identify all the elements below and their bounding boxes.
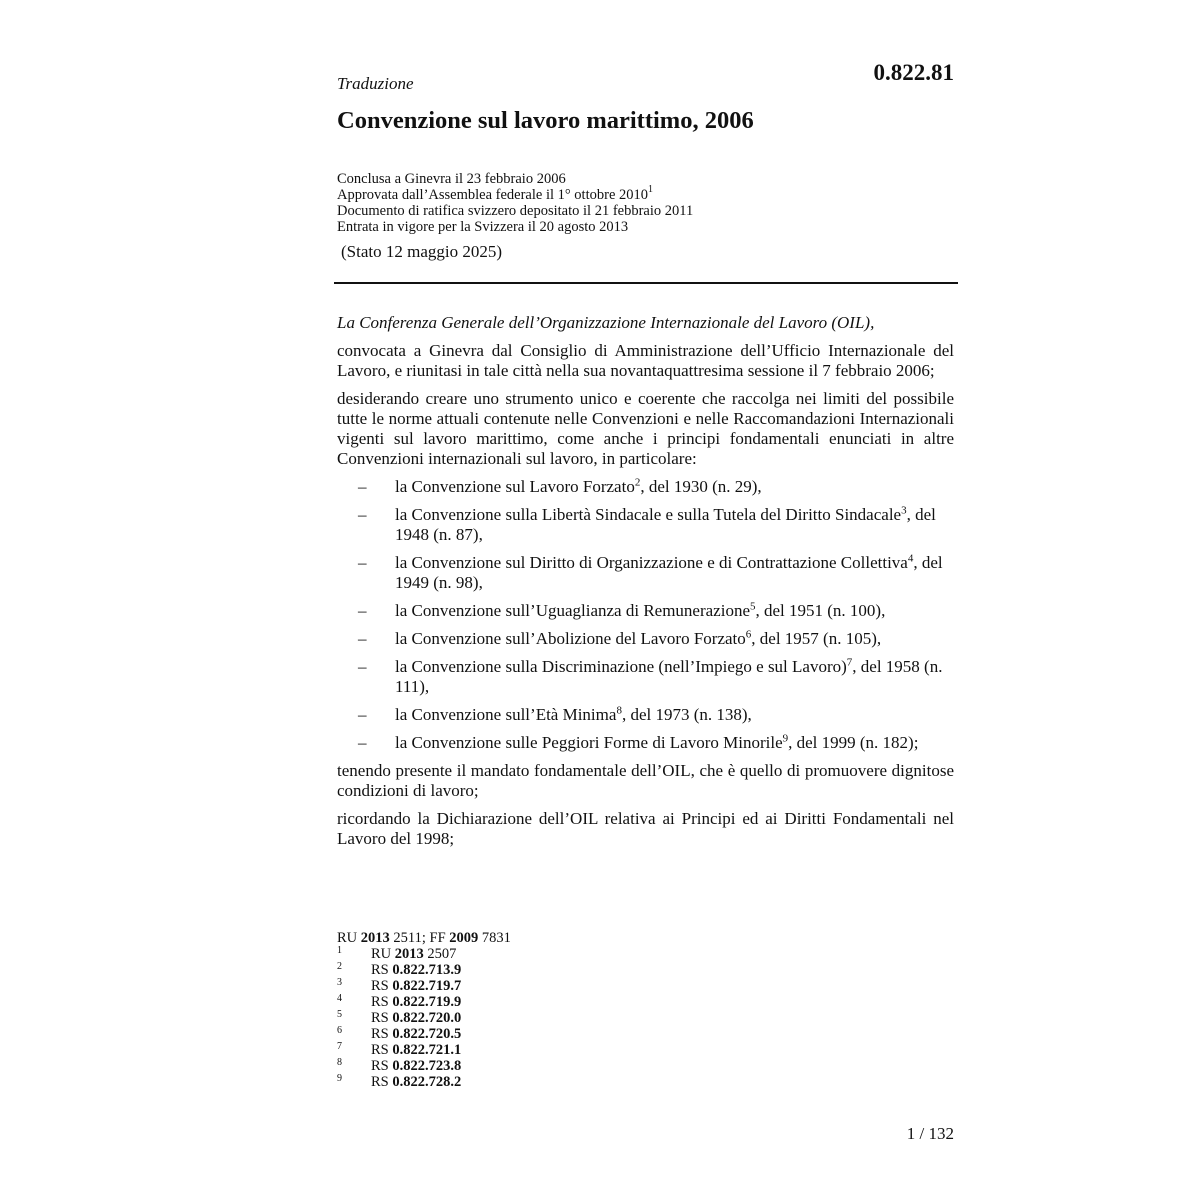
- list-item: [337, 601, 954, 621]
- footnote-ref[interactable]: 4: [907, 552, 914, 565]
- convention-text: la Convenzione sulla Discriminazione (nell’Impiego e sul Lavoro): [395, 657, 847, 676]
- footnote-prefix: RS: [371, 1010, 389, 1026]
- preamble: [337, 313, 954, 857]
- ru-label: RU: [337, 930, 358, 946]
- footnote-prefix: RU: [371, 946, 392, 962]
- footnote-ref[interactable]: 1: [648, 184, 653, 196]
- footnote-ref[interactable]: 6: [745, 628, 752, 641]
- footnote-prefix: RS: [371, 1074, 389, 1090]
- meta-approved-text: Approvata dall’Assemblea federale il 1° ottobre 2010: [337, 187, 648, 203]
- meta-concluded: Conclusa a Ginevra il 23 febbraio 2006: [337, 171, 566, 187]
- convention-date: , del 1973 (n. 138),: [621, 705, 752, 724]
- meta-approved: [337, 184, 693, 203]
- footnote-item: [337, 946, 511, 962]
- dash-bullet: –: [358, 733, 367, 752]
- convention-date: , del 1949 (n. 98),: [395, 553, 943, 592]
- meta-ratification: Documento di ratifica svizzero depositato il 21 febbraio 2011: [337, 203, 694, 219]
- status-date: (Stato 12 maggio 2025): [341, 242, 503, 261]
- footnote-number: 7: [337, 1041, 342, 1052]
- header-divider: [334, 282, 958, 284]
- footnote-number: 8: [337, 1057, 342, 1068]
- ff-year: 2009: [449, 930, 479, 946]
- preamble-paragraph: desiderando creare uno strumento unico e coerente che raccolga nei limiti del possibile tutte le norme attuali contenute nelle Convenzioni e nelle Raccomandazioni Internazionali vigenti sul lavoro marittimo, come anche i principi fondamentali enunciati in altre Convenzioni internazionali sul lavoro, in particolare:: [337, 389, 954, 468]
- list-item: [337, 629, 954, 649]
- footnote-prefix: RS: [371, 1058, 389, 1074]
- convention-date: , del 1958 (n. 111),: [395, 657, 943, 696]
- footnote-number: 2: [337, 961, 342, 972]
- footnote-item: [337, 1010, 511, 1026]
- convention-date: , del 1951 (n. 100),: [755, 601, 886, 620]
- preamble-organization: La Conferenza Generale dell’Organizzazione Internazionale del Lavoro (OIL),: [337, 313, 875, 332]
- dash-bullet: –: [358, 505, 367, 524]
- list-item: [337, 505, 954, 545]
- convention-text: la Convenzione sul Diritto di Organizzazione e di Contrattazione Collettiva: [395, 553, 908, 572]
- convention-text: la Convenzione sull’Età Minima: [395, 705, 617, 724]
- footnote-link[interactable]: 0.822.719.7: [392, 978, 462, 994]
- convention-date: , del 1948 (n. 87),: [395, 505, 936, 544]
- preamble-paragraph: ricordando la Dichiarazione dell’OIL relativa ai Principi ed ai Diritti Fondamentali nel Lavoro del 1998;: [337, 809, 954, 848]
- convention-date: , del 1957 (n. 105),: [751, 629, 882, 648]
- dash-bullet: –: [358, 477, 367, 496]
- footnote-item: [337, 1058, 511, 1074]
- footnote-number: 3: [337, 977, 342, 988]
- ff-label: FF: [429, 930, 446, 946]
- footnote-rest: 2507: [427, 946, 457, 962]
- footnote-link[interactable]: 0.822.728.2: [392, 1074, 462, 1090]
- footnote-link[interactable]: 0.822.719.9: [392, 994, 462, 1010]
- dash-bullet: –: [358, 657, 367, 676]
- list-item: [337, 657, 954, 697]
- footnote-number: 6: [337, 1025, 342, 1036]
- footnote-number: 5: [337, 1009, 342, 1020]
- document-metadata: [337, 171, 693, 235]
- footnote-link[interactable]: 0.822.713.9: [392, 962, 462, 978]
- footnote-item: [337, 1026, 511, 1042]
- dash-bullet: –: [358, 629, 367, 648]
- footnote-prefix: RS: [371, 978, 389, 994]
- footnote-link[interactable]: 0.822.720.0: [392, 1010, 462, 1026]
- footnote-ref[interactable]: 5: [750, 600, 756, 613]
- footnote-link[interactable]: 2013: [394, 946, 424, 962]
- list-item: [337, 553, 954, 593]
- footnote-ref[interactable]: 2: [634, 476, 641, 489]
- footnote-ref[interactable]: 8: [616, 704, 622, 717]
- source-reference: [337, 930, 511, 946]
- convention-text: la Convenzione sulle Peggiori Forme di Lavoro Minorile: [395, 733, 783, 752]
- convention-text: la Convenzione sulla Libertà Sindacale e sulla Tutela del Diritto Sindacale: [395, 505, 902, 524]
- footnote-number: 9: [337, 1073, 342, 1084]
- convention-text: la Convenzione sull’Abolizione del Lavoro Forzato: [395, 629, 746, 648]
- convention-text: la Convenzione sul Lavoro Forzato: [395, 477, 635, 496]
- dash-bullet: –: [358, 705, 367, 724]
- footnote-prefix: RS: [371, 962, 389, 978]
- conventions-list: [337, 477, 954, 753]
- document-title: Convenzione sul lavoro marittimo, 2006: [337, 107, 754, 134]
- footnote-ref[interactable]: 9: [782, 732, 789, 745]
- footnote-prefix: RS: [371, 1026, 389, 1042]
- footnote-prefix: RS: [371, 994, 389, 1010]
- ff-page: 7831: [481, 930, 511, 946]
- footnote-item: [337, 1042, 511, 1058]
- footnote-item: [337, 994, 511, 1010]
- translation-label: Traduzione: [337, 74, 414, 93]
- footnote-number: 1: [337, 945, 342, 956]
- convention-date: , del 1999 (n. 182);: [788, 733, 919, 752]
- footnote-prefix: RS: [371, 1042, 389, 1058]
- footnote-ref[interactable]: 3: [901, 504, 907, 517]
- convention-text: la Convenzione sull’Uguaglianza di Remunerazione: [395, 601, 750, 620]
- footnote-item: [337, 978, 511, 994]
- footnote-item: [337, 1074, 511, 1090]
- preamble-paragraph: tenendo presente il mandato fondamentale dell’OIL, che è quello di promuovere dignitose condizioni di lavoro;: [337, 761, 954, 800]
- ru-page: 2511;: [393, 930, 426, 946]
- footnote-link[interactable]: 0.822.720.5: [392, 1026, 462, 1042]
- footnote-number: 4: [337, 993, 342, 1004]
- dash-bullet: –: [358, 553, 367, 572]
- footnote-link[interactable]: 0.822.723.8: [392, 1058, 462, 1074]
- footnotes: [337, 930, 511, 1090]
- list-item: [337, 705, 954, 725]
- list-item: [337, 733, 954, 753]
- dash-bullet: –: [358, 601, 367, 620]
- ru-year: 2013: [360, 930, 390, 946]
- footnote-item: [337, 962, 511, 978]
- page-counter: 1 / 132: [906, 1124, 954, 1143]
- list-item: [337, 477, 954, 497]
- preamble-paragraph: convocata a Ginevra dal Consiglio di Amministrazione dell’Ufficio Internazionale del Lavoro, e riunitasi in tale città nella sua novantaquattresima sessione il 7 febbraio 2006;: [337, 341, 954, 380]
- footnote-link[interactable]: 0.822.721.1: [392, 1042, 462, 1058]
- footnote-ref[interactable]: 7: [846, 656, 853, 669]
- meta-entry-into-force: Entrata in vigore per la Svizzera il 20 agosto 2013: [337, 219, 629, 235]
- sr-number: 0.822.81: [873, 60, 954, 85]
- convention-date: , del 1930 (n. 29),: [640, 477, 762, 496]
